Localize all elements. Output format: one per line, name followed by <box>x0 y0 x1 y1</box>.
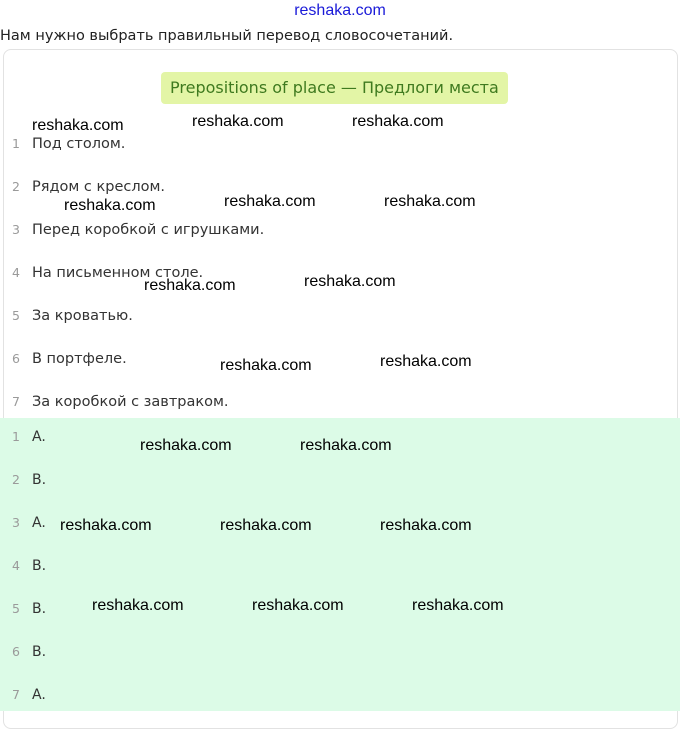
watermark: reshaka.com <box>252 597 344 614</box>
row-number: 2 <box>12 179 20 194</box>
watermark: reshaka.com <box>220 357 312 374</box>
watermark: reshaka.com <box>220 517 312 534</box>
row-number: 1 <box>12 136 20 151</box>
phrase-text: Под столом. <box>32 136 126 152</box>
phrase-text: Перед коробкой с игрушками. <box>32 222 265 238</box>
answer-letter: B. <box>32 558 47 574</box>
row-number: 5 <box>12 308 20 323</box>
row-number: 7 <box>12 687 20 702</box>
task-instruction: Нам нужно выбрать правильный перевод словосочетаний. <box>0 28 454 44</box>
watermark: reshaka.com <box>140 437 232 454</box>
answer-letter: B. <box>32 644 47 660</box>
watermark: reshaka.com <box>412 597 504 614</box>
row-number: 3 <box>12 222 20 237</box>
watermark: reshaka.com <box>304 273 396 290</box>
phrase-row <box>0 136 680 179</box>
phrase-text: Рядом с креслом. <box>32 179 166 195</box>
watermark: reshaka.com <box>144 277 236 294</box>
site-header[interactable]: reshaka.com <box>294 2 386 19</box>
answer-row <box>0 644 680 687</box>
row-number: 6 <box>12 644 20 659</box>
row-number: 4 <box>12 558 20 573</box>
phrase-row <box>0 308 680 351</box>
watermark: reshaka.com <box>352 113 444 130</box>
answer-row <box>0 558 680 601</box>
row-number: 5 <box>12 601 20 616</box>
answer-letter: B. <box>32 472 47 488</box>
phrase-text: В портфеле. <box>32 351 127 367</box>
phrase-text: На письменном столе. <box>32 265 204 281</box>
answer-letter: B. <box>32 601 47 617</box>
watermark: reshaka.com <box>60 517 152 534</box>
answers-panel <box>0 418 680 711</box>
watermark: reshaka.com <box>32 117 124 134</box>
watermark: reshaka.com <box>300 437 392 454</box>
row-number: 2 <box>12 472 20 487</box>
phrase-row <box>0 222 680 265</box>
answer-letter: A. <box>32 515 46 531</box>
watermark: reshaka.com <box>380 517 472 534</box>
answer-letter: A. <box>32 429 46 445</box>
row-number: 1 <box>12 429 20 444</box>
row-number: 7 <box>12 394 20 409</box>
watermark: reshaka.com <box>380 353 472 370</box>
row-number: 6 <box>12 351 20 366</box>
row-number: 3 <box>12 515 20 530</box>
phrase-row <box>0 351 680 394</box>
answer-row <box>0 472 680 515</box>
answer-row <box>0 687 680 730</box>
phrase-text: За кроватью. <box>32 308 133 324</box>
card-title: Prepositions of place — Предлоги места <box>161 72 508 104</box>
watermark: reshaka.com <box>92 597 184 614</box>
watermark: reshaka.com <box>224 193 316 210</box>
watermark: reshaka.com <box>64 197 156 214</box>
row-number: 4 <box>12 265 20 280</box>
answer-letter: A. <box>32 687 46 703</box>
watermark: reshaka.com <box>192 113 284 130</box>
phrase-text: За коробкой с завтраком. <box>32 394 229 410</box>
watermark: reshaka.com <box>384 193 476 210</box>
